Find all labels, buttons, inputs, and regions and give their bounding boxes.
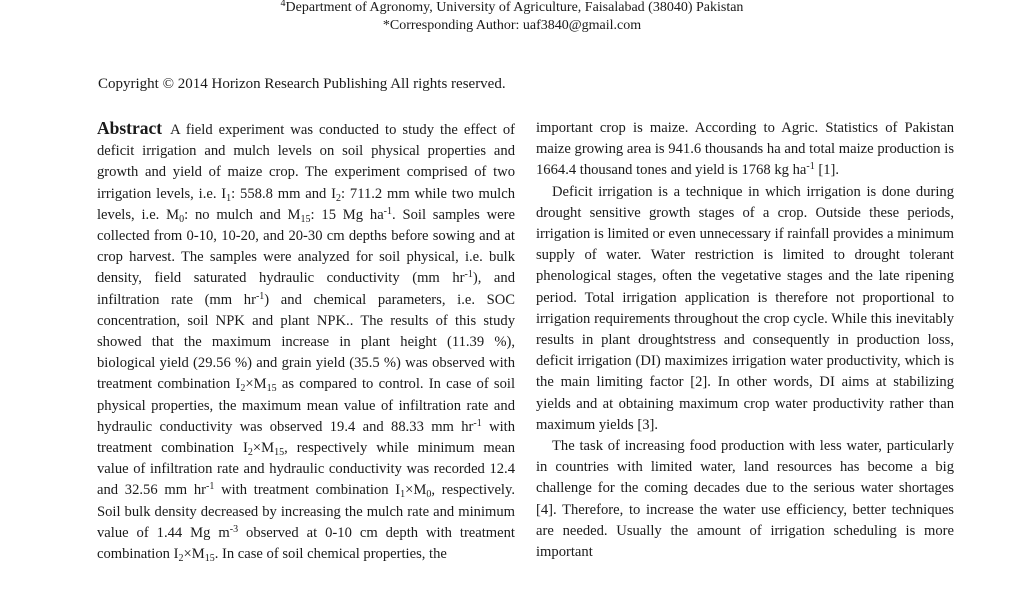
affiliation-text: Department of Agronomy, University of Agriculture, Faisalabad (38040) Pakistan [285, 0, 744, 15]
subscript: 1 [400, 489, 406, 501]
abstract-heading: Abstract [97, 118, 163, 138]
introduction-column [536, 118, 954, 563]
abstract-text: : 711.2 mm while two mulch levels, i.e. M [97, 185, 515, 223]
subscript: 2 [336, 192, 342, 204]
subscript: 15 [274, 447, 285, 459]
abstract-text: ), and infiltration rate (mm hr [97, 270, 515, 308]
abstract-text: . In case of soil chemical properties, the [214, 546, 447, 563]
corresponding-author: *Corresponding Author: uaf3840@gmail.com [382, 18, 642, 33]
abstract-text: ) and chemical parameters, i.e. SOC concentration, soil NPK and plant NPK.. The results of this study showed that the maximum increase in plant height (11.39 %), biological yield (29.56 %) and grain yield (35.5 %) was observed with treatment combination I [97, 291, 516, 393]
abstract-text: ×M [183, 546, 205, 563]
abstract-text: with treatment combination I [97, 418, 516, 457]
abstract-text: , respectively. Soil bulk density decreased by increasing the mulch rate and minimum value of 1.44 Mg m [97, 482, 515, 541]
subscript: 2 [247, 447, 253, 459]
abstract-text: as compared to control. In case of soil physical properties, the maximum mean value of infiltration rate and hydraulic conductivity was observed 19.4 and 88.33 mm hr [97, 376, 515, 435]
intro-text: important crop is maize. According to Agric. Statistics of Pakistan maize growing area is 941.6 thousands ha and total maize production is 1664.4 thousand tones and yield is 1768 kg ha [536, 120, 954, 179]
superscript: -1 [464, 269, 473, 281]
abstract-text: : 558.8 mm and I [231, 185, 337, 202]
intro-paragraph: The task of increasing food production with less water, particularly in countries with limited water, land resources has become a big challenge for the coming decades due to the serious water shortages [4]. Therefore, to increase the water use efficiency, better techniques are needed. Usually the amount of irrigation scheduling is more important [536, 438, 954, 561]
subscript: 15 [266, 383, 277, 395]
superscript: -1 [473, 417, 482, 429]
abstract-column [97, 118, 515, 565]
intro-paragraph [536, 118, 954, 182]
abstract-text: : 15 Mg ha [310, 206, 384, 223]
subscript: 15 [204, 553, 215, 565]
abstract-text: observed at 0-10 cm depth with treatment combination I [97, 524, 515, 563]
abstract-text: ×M [252, 440, 275, 457]
subscript: 0 [179, 213, 185, 225]
affiliation-line [0, 0, 1024, 17]
intro-paragraph: Deficit irrigation is a technique in which irrigation is done during drought sensitive growth stages of a crop. Outside these periods, irrigation is limited or even unnecessary if rainfall provides a minimum supply of water. Water restriction is limited to drought tolerant phenological stages, often the vegetative stages and the late ripening period. Total irrigation application is therefore not proportional to irrigation requirements throughout the crop cycle. While this inevitably results in plant droughtstress and consequently in production loss, deficit irrigation (DI) maximizes irrigation water productivity, which is the main limiting factor [2]. In other words, DI aims at stabilizing yields and at obtaining maximum crop water productivity rather than maximum yields [3]. [536, 183, 954, 433]
abstract-text: : no mulch and M [184, 206, 301, 223]
subscript: 0 [426, 489, 432, 501]
abstract-text: ×M [245, 376, 267, 393]
superscript: -1 [383, 205, 393, 217]
copyright-notice: Copyright © 2014 Horizon Research Publishing All rights reserved. [98, 76, 506, 92]
abstract-text: ×M [405, 482, 427, 499]
superscript: -1 [255, 290, 265, 302]
abstract-text: . Soil samples were collected from 0-10, 10-20, and 20-30 cm depths before sowing and at crop harvest. The samples were analyzed for soil physical, i.e. bulk density, field saturated hydraulic conductivity (mm hr [97, 206, 515, 287]
abstract-paragraph [97, 118, 515, 565]
superscript: -1 [806, 161, 815, 173]
intro-text: [1]. [814, 162, 840, 179]
subscript: 2 [240, 383, 246, 395]
subscript: 2 [178, 553, 184, 565]
abstract-text: with treatment combination I [214, 482, 401, 499]
abstract-text: , respectively while minimum mean value of infiltration rate and hydraulic conductivity was recorded 12.4 and 32.56 mm hr [97, 440, 516, 499]
subscript: 15 [300, 213, 311, 225]
subscript: 1 [226, 192, 232, 204]
abstract-text: A field experiment was conducted to study the effect of deficit irrigation and mulch levels on soil physical properties and growth and yield of maize crop. The experiment comprised of two irrigation levels, i.e. I [97, 122, 515, 202]
superscript: -1 [206, 481, 215, 493]
affiliation-marker: 4 [280, 0, 286, 9]
superscript: -3 [229, 523, 239, 535]
